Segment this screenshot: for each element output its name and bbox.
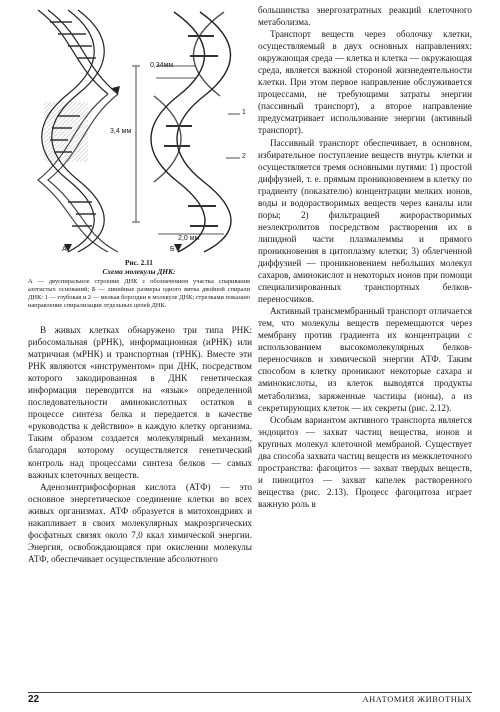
right-text-column	[258, 4, 472, 510]
page-number: 22	[28, 694, 40, 705]
pairing-region	[44, 102, 88, 162]
left-text-column	[28, 324, 252, 565]
paragraph-rna-types: В живых клетках обнаружено три типа РНК: рибосомальная (рРНК), информационная (иРНК) или матричная (мРНК) и транспортная (тРНК). Вместе эти РНК являются «инструментом» при ДНК, посредством которого закодированная в ДНК генетическая информация переводится на «язык» определенной последовательности аминокислотных остатков в процессе синтеза белка и передается в качестве «руководства к действию» в каждую клетку организма. Таким образом создается молекулярный механизм, благодаря которому осуществляется генетический контроль над процессами синтеза белков — самых важных клеточных веществ.	[28, 325, 252, 480]
paragraph-passive-transport: Пассивный транспорт обеспечивает, в основном, избирательное поступление веществ внутрь клетки и осуществляется тремя основными путями: 1) простой диффузией, т. е. прямым проникновением в клетку по градиенту (показателю) концентрации мелких ионов, воды и водорастворимых веществ через каналы или поры; 2) фильтрацией жирорастворимых неэлектролитов посредством растворения их в липидной части плазмалеммы и прямого проникновения в цитоплазму клетки; 3) облегченной диффузией — проникновением небольших молекул сахаров, аминокислот и некоторых ионов при помощи специализированных транспортных белков-переносчиков.	[258, 137, 472, 305]
label-panel-a: А	[62, 246, 67, 253]
label-width-bottom: 2,0 мм	[178, 235, 200, 242]
label-groove-2: 2	[242, 153, 246, 160]
helix-b	[151, 12, 231, 252]
figure-caption-title: Рис. 2.11	[125, 258, 153, 267]
figure-caption-subtitle: Схема молекулы ДНК:	[102, 267, 176, 276]
dimension-lines	[132, 66, 240, 234]
paragraph-continuation: большинства энергозатратных реакций клеточного метаболизма.	[258, 5, 472, 28]
running-head: АНАТОМИЯ ЖИВОТНЫХ	[362, 695, 472, 704]
footer-divider	[28, 692, 472, 693]
dna-diagram	[28, 6, 250, 256]
label-width-top: 0,34мм	[150, 62, 174, 69]
paragraph-active-transport: Активный трансмембранный транспорт отличается тем, что молекулы веществ перемещаются через мембрану против градиента их концентрации с использованием высокомолекулярных белков-переносчиков и химической энергии АТФ. Таким способом в клетку проникают некоторые сахара и аминокислоты, из клеток выводятся продукты метаболизма, заряженные частицы (ионы), а из секретирующих клеток — их секреты (рис. 2.12).	[258, 306, 472, 413]
label-pitch: 3,4 мм	[110, 128, 132, 135]
dna-figure	[28, 6, 250, 256]
paragraph-endocytosis: Особым вариантом активного транспорта является эндоцитоз — захват частиц вещества, ионов и крупных молекул клеточной мембраной. Существует два способа захвата частиц веществ из межклеточного пространства: фагоцитоз — захват твердых веществ, и пиноцитоз — захват капелек растворенного вещества (рис. 2.13). Процесс фагоцитоза играет важную роль в	[258, 414, 472, 509]
paragraph-membrane-transport: Транспорт веществ через оболочку клетки, осуществляемый в двух основных направлениях: окружающая среда — клетка и клетка — окружающая среда, является важной стороной жизнедеятельности клетки. При этом первое направление обслуживается процессами, не требующими затраты энергии (пассивный транспорт), а второе направление предусматривает использование энергии (активный транспорт).	[258, 29, 472, 136]
label-panel-b: Б	[170, 246, 175, 253]
figure-caption-body: А — двуспиральное строение ДНК с обозначением участка спаривания азотистых оснований; Б — линейные размеры одного витка двойной спирали ДНК: 1 — глубокая и 2 — мелкая бороздки в молекуле ДНК; стрелками показано направление спирализации отдельных цепей ДНК.	[28, 278, 250, 310]
paragraph-atp: Аденозинтрифосфорная кислота (АТФ) — это основное энергетическое соединение клетки во всех живых организмах. АТФ образуется в митохондриях и накапливает в своих молекулярных макроэргических фосфатных связях около 7,0 ккал химической энергии. Энергия, освобождающаяся при окислении молекулы АТФ, обеспечивает осуществление абсолютного	[28, 481, 252, 564]
label-groove-1: 1	[242, 109, 246, 116]
